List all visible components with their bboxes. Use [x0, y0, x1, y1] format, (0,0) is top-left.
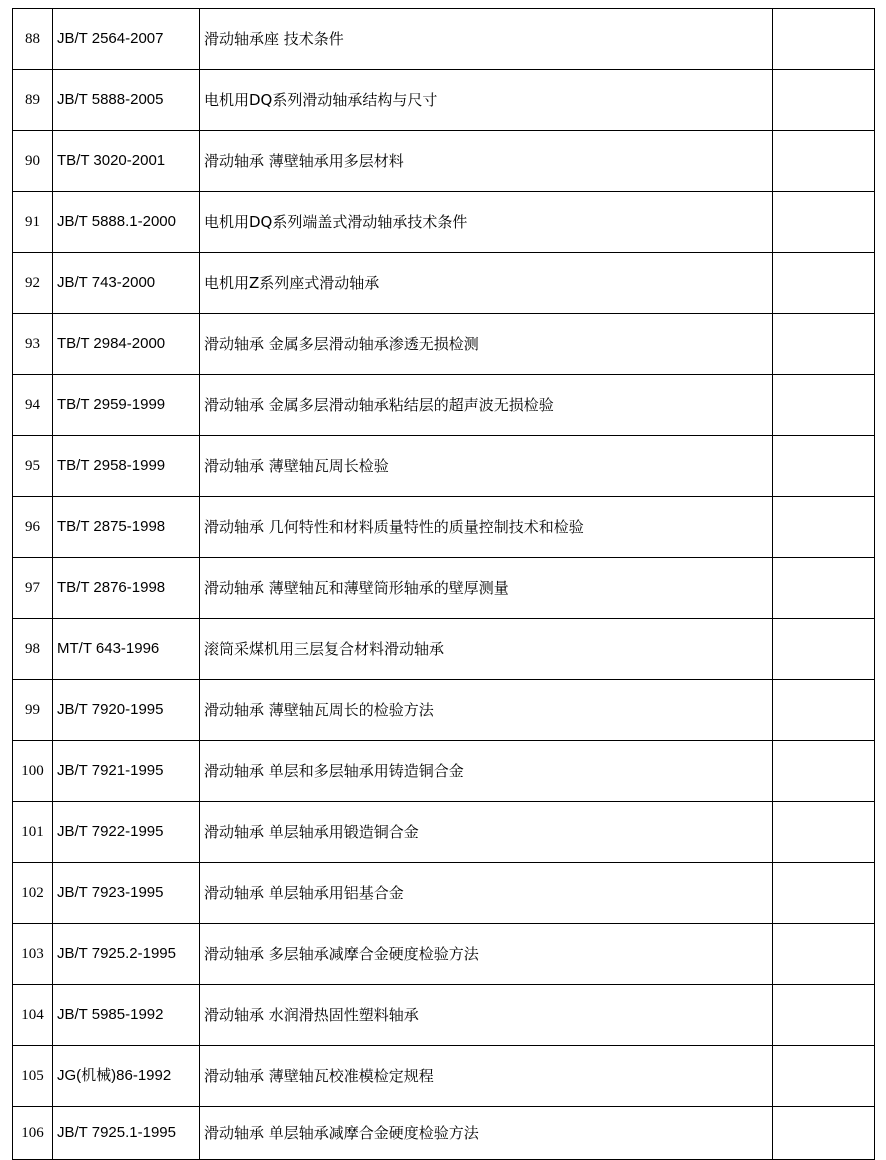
table-row — [13, 436, 875, 497]
standard-note — [773, 9, 875, 70]
standard-note — [773, 375, 875, 436]
standard-title: 滑动轴承 薄壁轴瓦校准模检定规程 — [200, 1046, 773, 1107]
standard-title: 滑动轴承 薄壁轴瓦周长检验 — [200, 436, 773, 497]
row-number: 98 — [13, 619, 53, 680]
standard-title: 电机用Z系列座式滑动轴承 — [200, 253, 773, 314]
standard-title: 滑动轴承 单层轴承用锻造铜合金 — [200, 802, 773, 863]
standard-note — [773, 802, 875, 863]
standard-title: 滑动轴承 单层和多层轴承用铸造铜合金 — [200, 741, 773, 802]
row-number: 101 — [13, 802, 53, 863]
standard-code: JB/T 7921-1995 — [53, 741, 200, 802]
table-row — [13, 1046, 875, 1107]
standard-code: JB/T 7923-1995 — [53, 863, 200, 924]
standard-title: 滚筒采煤机用三层复合材料滑动轴承 — [200, 619, 773, 680]
table-row — [13, 680, 875, 741]
standard-title: 滑动轴承 水润滑热固性塑料轴承 — [200, 985, 773, 1046]
standard-note — [773, 558, 875, 619]
standard-code: JB/T 7922-1995 — [53, 802, 200, 863]
standard-note — [773, 741, 875, 802]
standard-code: JB/T 5888-2005 — [53, 70, 200, 131]
standards-table — [12, 8, 875, 1160]
standard-code: TB/T 2984-2000 — [53, 314, 200, 375]
standard-code: JB/T 5888.1-2000 — [53, 192, 200, 253]
row-number: 104 — [13, 985, 53, 1046]
standard-code: TB/T 2958-1999 — [53, 436, 200, 497]
standard-title: 滑动轴承 薄壁轴瓦和薄壁筒形轴承的壁厚测量 — [200, 558, 773, 619]
standard-title: 滑动轴承 薄壁轴瓦周长的检验方法 — [200, 680, 773, 741]
table-row — [13, 863, 875, 924]
standard-code: TB/T 2876-1998 — [53, 558, 200, 619]
standard-code: TB/T 3020-2001 — [53, 131, 200, 192]
standard-title: 电机用DQ系列滑动轴承结构与尺寸 — [200, 70, 773, 131]
standard-code: TB/T 2959-1999 — [53, 375, 200, 436]
standard-note — [773, 253, 875, 314]
row-number: 90 — [13, 131, 53, 192]
table-row — [13, 924, 875, 985]
table-row — [13, 253, 875, 314]
table-row — [13, 558, 875, 619]
table-row — [13, 1107, 875, 1160]
row-number: 103 — [13, 924, 53, 985]
standard-note — [773, 619, 875, 680]
row-number: 91 — [13, 192, 53, 253]
row-number: 97 — [13, 558, 53, 619]
table-row — [13, 497, 875, 558]
standard-title: 电机用DQ系列端盖式滑动轴承技术条件 — [200, 192, 773, 253]
standard-note — [773, 924, 875, 985]
standard-title: 滑动轴承 单层轴承减摩合金硬度检验方法 — [200, 1107, 773, 1160]
standard-note — [773, 314, 875, 375]
standard-code: TB/T 2875-1998 — [53, 497, 200, 558]
row-number: 94 — [13, 375, 53, 436]
standard-title: 滑动轴承 多层轴承减摩合金硬度检验方法 — [200, 924, 773, 985]
row-number: 96 — [13, 497, 53, 558]
row-number: 92 — [13, 253, 53, 314]
standard-title: 滑动轴承 金属多层滑动轴承粘结层的超声波无损检验 — [200, 375, 773, 436]
standard-note — [773, 1107, 875, 1160]
standard-note — [773, 70, 875, 131]
standard-note — [773, 863, 875, 924]
standard-note — [773, 1046, 875, 1107]
table-row — [13, 192, 875, 253]
standard-note — [773, 497, 875, 558]
row-number: 88 — [13, 9, 53, 70]
row-number: 93 — [13, 314, 53, 375]
row-number: 105 — [13, 1046, 53, 1107]
standard-code: JB/T 2564-2007 — [53, 9, 200, 70]
standard-title: 滑动轴承 薄壁轴承用多层材料 — [200, 131, 773, 192]
row-number: 102 — [13, 863, 53, 924]
table-body — [13, 9, 875, 1160]
standard-note — [773, 131, 875, 192]
standard-title: 滑动轴承座 技术条件 — [200, 9, 773, 70]
standard-code: JB/T 5985-1992 — [53, 985, 200, 1046]
standard-code: JG(机械)86-1992 — [53, 1046, 200, 1107]
table-row — [13, 741, 875, 802]
standard-note — [773, 985, 875, 1046]
table-row — [13, 9, 875, 70]
row-number: 99 — [13, 680, 53, 741]
row-number: 106 — [13, 1107, 53, 1160]
standard-code: JB/T 7920-1995 — [53, 680, 200, 741]
standard-note — [773, 436, 875, 497]
standard-title: 滑动轴承 单层轴承用铝基合金 — [200, 863, 773, 924]
standard-title: 滑动轴承 金属多层滑动轴承渗透无损检测 — [200, 314, 773, 375]
standard-code: MT/T 643-1996 — [53, 619, 200, 680]
standard-code: JB/T 743-2000 — [53, 253, 200, 314]
table-row — [13, 985, 875, 1046]
table-row — [13, 802, 875, 863]
table-row — [13, 619, 875, 680]
standard-note — [773, 680, 875, 741]
table-row — [13, 131, 875, 192]
table-row — [13, 70, 875, 131]
table-row — [13, 375, 875, 436]
standard-note — [773, 192, 875, 253]
table-row — [13, 314, 875, 375]
row-number: 89 — [13, 70, 53, 131]
row-number: 100 — [13, 741, 53, 802]
standard-code: JB/T 7925.2-1995 — [53, 924, 200, 985]
standard-title: 滑动轴承 几何特性和材料质量特性的质量控制技术和检验 — [200, 497, 773, 558]
row-number: 95 — [13, 436, 53, 497]
standard-code: JB/T 7925.1-1995 — [53, 1107, 200, 1160]
